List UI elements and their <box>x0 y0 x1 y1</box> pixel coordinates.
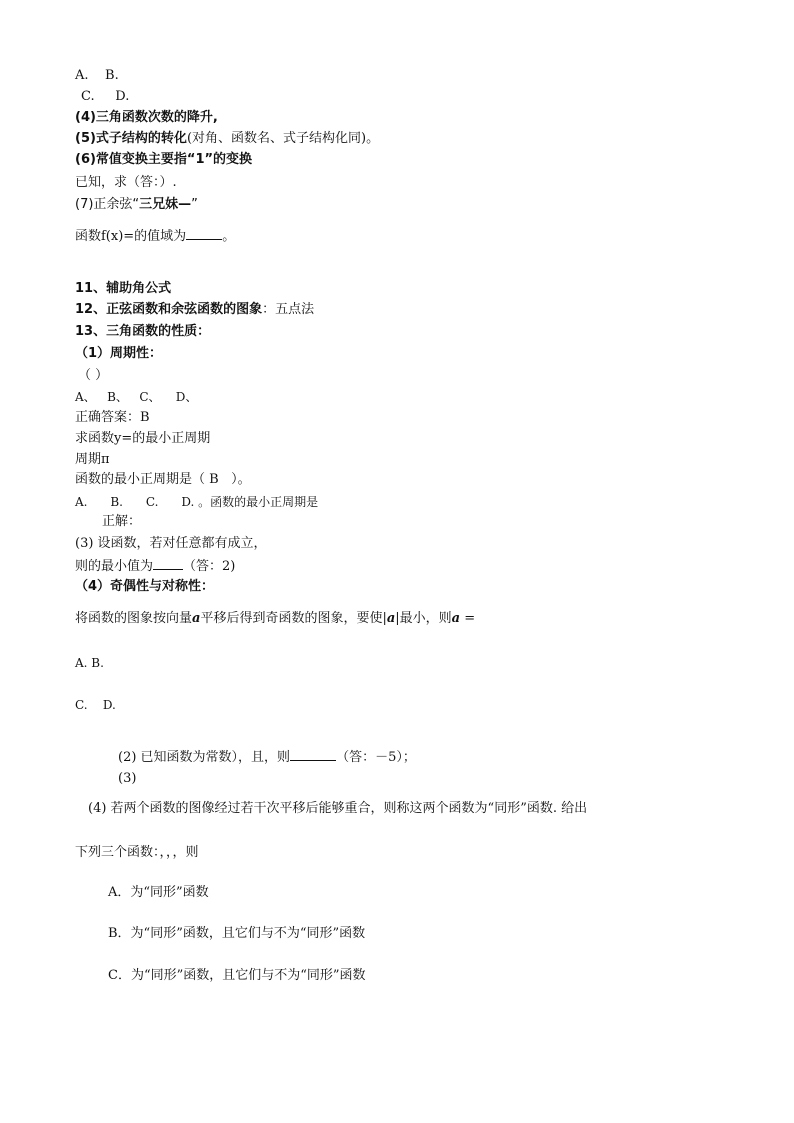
item-4-heading: (4)三角函数次数的降升, <box>75 110 218 125</box>
item-2-answer: （答：－5）； <box>336 750 416 765</box>
periodicity-heading: （1）周期性： <box>75 346 163 361</box>
answer-blank <box>186 227 222 240</box>
vector-choices-ab: A. B. <box>75 656 104 670</box>
item-7-suffix: ” <box>191 197 198 212</box>
correct-answer: 正确答案：B <box>75 410 150 425</box>
item-3-question: (3) 设函数，若对任意都有成立， <box>75 536 267 551</box>
min-period-choices: A. B. C. D. 。函数的最小正周期是 <box>75 495 319 509</box>
section-13-heading: 13、三角函数的性质： <box>75 324 211 339</box>
vector-question-2: 平移后得到奇函数的图象，要使| <box>200 611 387 626</box>
item-3-label: (3) <box>118 771 137 786</box>
period-answer: 周期π <box>75 452 110 467</box>
item-6-heading: (6)常值变换主要指“1”的变换 <box>75 152 253 167</box>
vector-a: a <box>192 611 201 626</box>
section-12-method: ：五点法 <box>262 302 315 317</box>
item-3-answer-line <box>75 557 235 575</box>
item-4-question-cont: 下列三个函数：，，，则 <box>75 845 199 860</box>
vector-question-4: = <box>460 611 476 626</box>
min-period-question: 函数的最小正周期是（ B ）。 <box>75 472 251 487</box>
question-paren: （ ） <box>78 368 109 383</box>
range-question <box>75 227 235 245</box>
choice-line-abcd: A、 B、 C、 D、 <box>75 390 198 404</box>
answer-options-ab: A. B. <box>75 68 119 83</box>
answer-blank <box>153 557 183 570</box>
range-question-end: 。 <box>222 229 236 244</box>
item-4-question: (4) 若两个函数的图像经过若干次平移后能够重合，则称这两个函数为“同形”函数. 给出 <box>88 801 588 816</box>
item-3-answer-text: 则的最小值为 <box>75 559 154 574</box>
item-7-bold: 三兄妹— <box>139 197 192 212</box>
option-c: C．为“同形”函数，且它们与不为“同形”函数 <box>108 968 366 983</box>
section-12-line <box>75 302 314 318</box>
answer-blank <box>290 748 336 761</box>
option-b: B．为“同形”函数，且它们与不为“同形”函数 <box>108 926 366 941</box>
item-5-heading: (5)式子结构的转化 <box>75 131 187 146</box>
item-2-question <box>118 748 416 766</box>
range-question-text: 函数f(x)=的值域为 <box>75 229 187 244</box>
solution-label: 正解： <box>102 514 142 529</box>
item-5-line <box>75 131 379 147</box>
vector-a: a <box>386 611 396 626</box>
answer-options-cd: C. D. <box>81 89 130 104</box>
item-7-line <box>75 197 198 213</box>
parity-symmetry-heading: （4）奇偶性与对称性： <box>75 579 215 594</box>
vector-question-1: 将函数的图象按向量 <box>75 611 193 626</box>
section-12-heading: 12、正弦函数和余弦函数的图象 <box>75 302 263 317</box>
option-a: A．为“同形”函数 <box>108 885 209 900</box>
item-7-prefix: (7)正余弦“ <box>75 197 140 212</box>
vector-question <box>75 611 475 627</box>
item-2-text: (2) 已知函数为常数），且，则 <box>118 750 291 765</box>
period-question: 求函数y=的最小正周期 <box>75 431 211 446</box>
vector-choices-cd: C. D. <box>75 698 116 712</box>
vector-a: a <box>451 611 461 626</box>
example-line: 已知，求（答：）. <box>75 175 177 190</box>
item-3-answer: （答：2) <box>183 559 236 574</box>
item-5-note: (对角、函数名、式子结构化同)。 <box>186 131 380 146</box>
section-11-heading: 11、辅助角公式 <box>75 281 172 296</box>
vector-question-3: |最小，则 <box>395 611 452 626</box>
